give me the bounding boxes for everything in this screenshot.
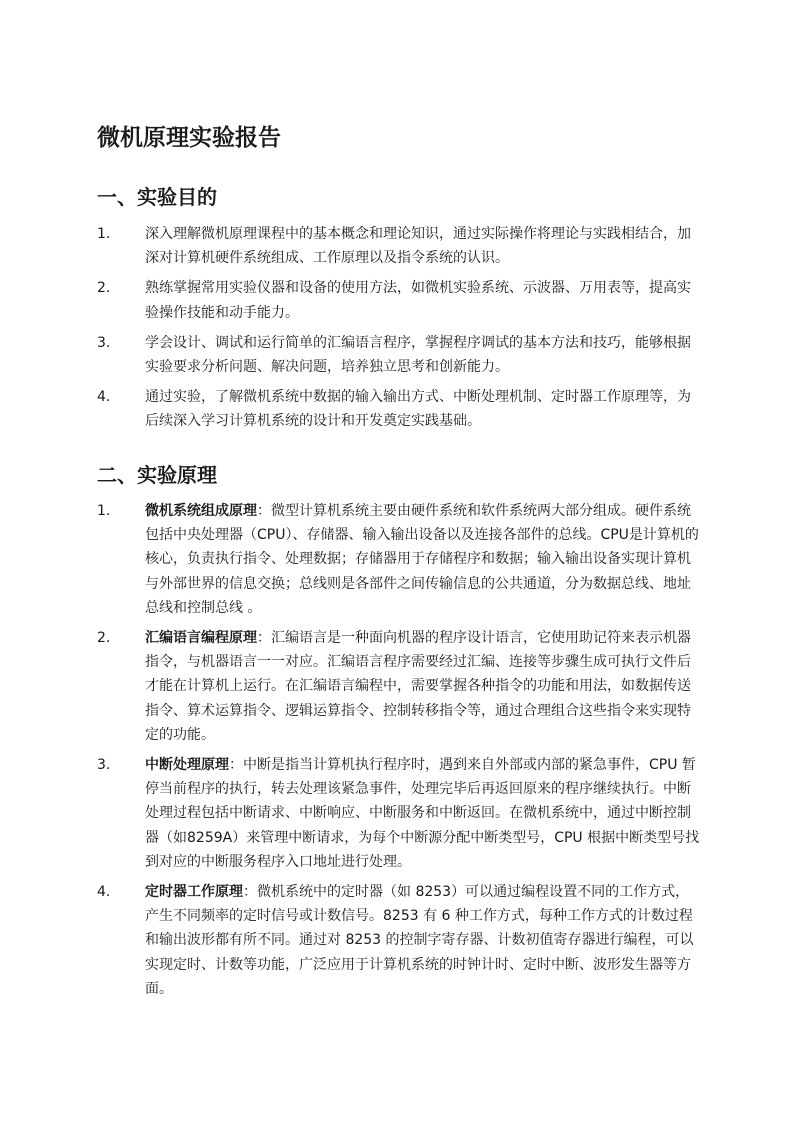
section-heading-purpose: 一、实验目的 xyxy=(97,185,217,209)
list-item-term: 中断处理原理 xyxy=(145,757,229,774)
list-item-body xyxy=(145,499,701,620)
list-item-text: 微机系统中的定时器（如 8253）可以通过编程设置不同的工作方式，产生不同频率的定时信号或计数信号。8253 有 6 种工作方式，每种工作方式的计数过程和输出波形都有所不同。通过对 8253 的控制字寄存器、计数初值寄存器进行编程，可以实现定时、计数等功能，广泛应用于计算机系统的时钟计时、定时中断、波形发生器等方面。 xyxy=(145,884,694,997)
list-item-text: 汇编语言是一种面向机器的程序设计语言，它使用助记符来表示机器指令，与机器语言一一对应。汇编语言程序需要经过汇编、连接等步骤生成可执行文件后才能在计算机上运行。在汇编语言编程中，需要掌握各种指令的功能和用法，如数据传送指令、算术运算指令、逻辑运算指令、控制转移指令等，通过合理组合这些指令来实现特定的功能。 xyxy=(145,630,691,743)
principles-list xyxy=(97,499,701,1007)
list-item-text: 深入理解微机原理课程中的基本概念和理论知识，通过实际操作将理论与实践相结合，加深对计算机硬件系统组成、工作原理以及指令系统的认识。 xyxy=(145,226,691,267)
list-item xyxy=(97,499,701,620)
list-item-text: 学会设计、调试和运行简单的汇编语言程序，掌握程序调试的基本方法和技巧，能够根据实验要求分析问题、解决问题，培养独立思考和创新能力。 xyxy=(145,334,691,376)
list-item-text: 熟练掌握常用实验仪器和设备的使用方法，如微机实验系统、示波器、万用表等，提高实验操作技能和动手能力。 xyxy=(145,280,691,321)
list-item-term: 定时器工作原理 xyxy=(145,884,243,901)
document-title: 微机原理实验报告 xyxy=(97,125,281,151)
list-item-text: 中断是指当计算机执行程序时，遇到来自外部或内部的紧急事件，CPU 暂停当前程序的执行，转去处理该紧急事件，处理完毕后再返回原来的程序继续执行。中断处理过程包括中断请求、中断响应、中断服务和中断返回。在微机系统中，通过中断控制器（如8259A）来管理中断请求，为每个中断源分配中断类型号，CPU 根据中断类型号找到对应的中断服务程序入口地址进行处理。 xyxy=(145,757,700,870)
term-separator: ： xyxy=(257,630,271,647)
list-item-number: 3. xyxy=(97,334,111,351)
list-item xyxy=(97,222,701,270)
list-item-number: 2. xyxy=(97,630,111,647)
list-item-body xyxy=(145,626,701,747)
list-item-term: 汇编语言编程原理 xyxy=(145,630,257,647)
list-item-number: 1. xyxy=(97,503,111,519)
section-heading-principles: 二、实验原理 xyxy=(97,463,217,487)
list-item xyxy=(97,331,701,379)
list-item-number: 4. xyxy=(97,389,111,406)
list-item-text: 通过实验，了解微机系统中数据的输入输出方式、中断处理机制、定时器工作原理等，为后续深入学习计算机系统的设计和开发奠定实践基础。 xyxy=(145,389,691,430)
list-item xyxy=(97,880,701,1001)
term-separator: ： xyxy=(257,503,271,519)
list-item xyxy=(97,626,701,747)
list-item xyxy=(97,276,701,324)
term-separator: ： xyxy=(229,757,243,774)
list-item xyxy=(97,753,701,874)
list-item-body xyxy=(145,880,701,1001)
list-item-number: 4. xyxy=(97,884,111,901)
list-item-number: 1. xyxy=(97,226,111,242)
list-item-text: 微型计算机系统主要由硬件系统和软件系统两大部分组成。硬件系统包括中央处理器（CPU）、存储器、输入输出设备以及连接各部件的总线。CPU是计算机的核心，负责执行指令、处理数据；存储器用于存储程序和数据；输入输出设备实现计算机与外部世界的信息交换；总线则是各部件之间传输信息的公共通道，分为数据总线、地址总线和控制总线 。 xyxy=(145,503,699,616)
list-item-term: 微机系统组成原理 xyxy=(145,503,257,519)
term-separator: ： xyxy=(243,884,257,901)
list-item-body xyxy=(145,753,701,874)
list-item xyxy=(97,385,701,433)
list-item-number: 3. xyxy=(97,757,111,774)
list-item-number: 2. xyxy=(97,280,111,297)
purpose-list xyxy=(97,222,701,440)
